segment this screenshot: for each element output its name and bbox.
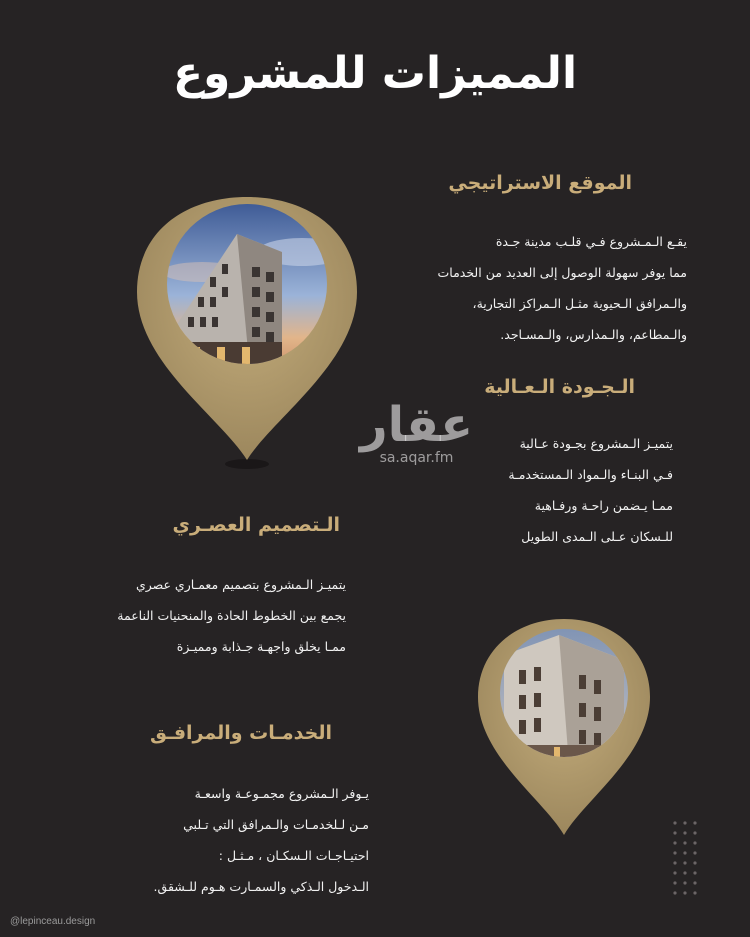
section-services-line: مـن لـلخدمـات والـمرافق التي تـلبي bbox=[183, 817, 369, 832]
section-design-line: يتميـز الـمشروع بتصميم معمـاري عصري bbox=[135, 577, 346, 592]
section-location-heading: الموقع الاستراتيجي bbox=[448, 172, 632, 194]
section-design-body bbox=[117, 569, 346, 662]
watermark-url: sa.aqar.fm bbox=[379, 450, 454, 466]
section-quality-line: للـسكان عـلى الـمدى الطويل bbox=[521, 529, 673, 544]
section-design-line: يجمع بين الخطوط الحادة والمنحنيات الناعمة bbox=[117, 608, 346, 623]
section-services-line: احتيـاجـات الـسكـان ، مـثـل : bbox=[218, 848, 369, 863]
section-quality-line: ممـا يـضمن راحـة ورفـاهية bbox=[534, 498, 673, 513]
section-location-line: يقـع الـمـشروع فـي قلـب مدينة جـدة bbox=[495, 234, 687, 249]
section-quality-body bbox=[508, 428, 673, 552]
section-services-line: يـوفر الـمشروع مجمـوعـة واسعـة bbox=[194, 786, 369, 801]
section-services-heading: الخدمـات والمرافـق bbox=[149, 722, 332, 744]
page-title: المميزات للمشروع bbox=[172, 48, 578, 99]
decorative-dot-grid bbox=[672, 820, 702, 900]
section-location-body bbox=[438, 226, 687, 350]
section-location-line: مما يوفر سهولة الوصول إلى العديد من الخدمات bbox=[437, 265, 687, 280]
section-quality-line: يتميـز الـمشروع بجـودة عـالية bbox=[519, 436, 673, 451]
location-pin-large bbox=[132, 192, 362, 472]
watermark bbox=[360, 397, 473, 466]
section-design-heading: الـتصميم العصـري bbox=[172, 514, 340, 536]
section-design-line: ممـا يخلق واجهـة جـذابة ومميـزة bbox=[176, 639, 346, 654]
watermark-logo-text: عقار bbox=[360, 397, 473, 453]
location-pin-small bbox=[474, 615, 654, 840]
section-services-body bbox=[154, 778, 369, 902]
section-services-line: الـدخول الـذكي والسمـارت هـوم للـشقق. bbox=[153, 879, 369, 894]
section-location-line: والـمطاعم، والـمدارس، والـمسـاجد. bbox=[500, 327, 687, 342]
section-quality-line: فـي البنـاء والـمواد الـمستخدمـة bbox=[508, 467, 673, 482]
designer-credit: @lepinceau.design bbox=[10, 916, 96, 927]
section-location-line: والـمرافق الـحيوية مثـل الـمراكز التجارية، bbox=[472, 296, 687, 311]
section-quality-heading: الـجـودة الـعـالية bbox=[484, 376, 635, 398]
